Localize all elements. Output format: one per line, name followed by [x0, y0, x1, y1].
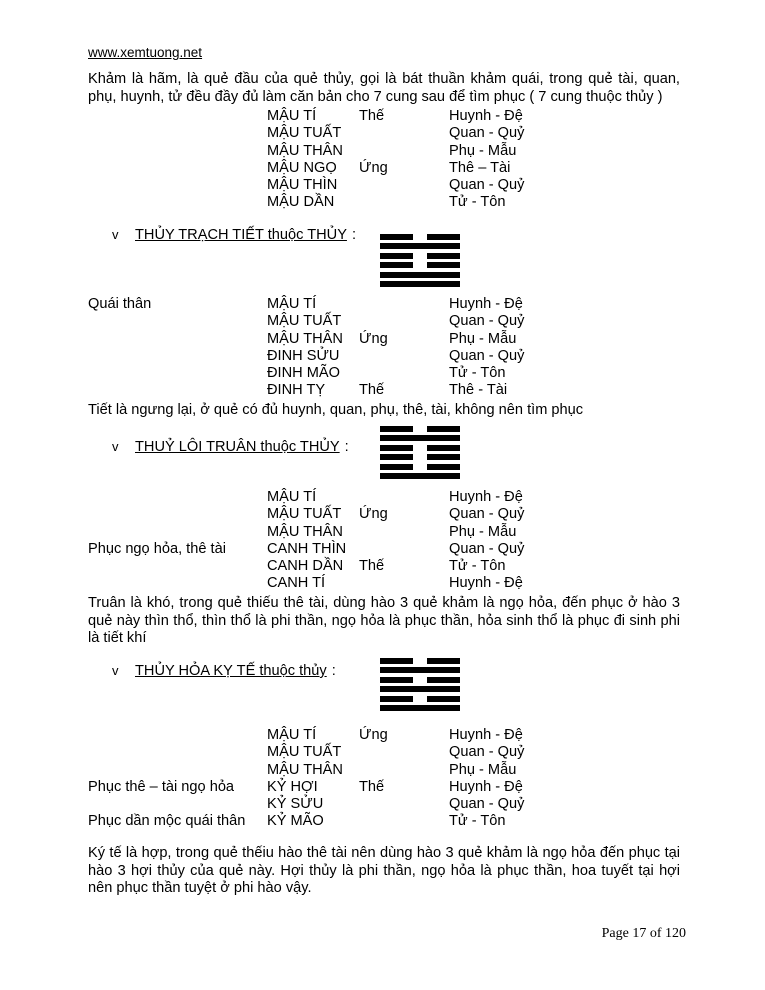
row-stem: MẬU TUẤT [267, 744, 342, 761]
bullet-icon: v [112, 439, 119, 454]
row-relative: Quan - Quỷ [449, 347, 525, 364]
row-marker: Ứng [359, 727, 388, 743]
hexagram-kyte [380, 658, 460, 714]
row-relative: Thê – Tài [449, 159, 511, 176]
row-relative: Phụ - Mẫu [449, 330, 517, 347]
row-marker [359, 125, 449, 142]
row-label [88, 125, 267, 142]
row-stem: MẬU THÂN [267, 142, 343, 159]
row-label [88, 558, 267, 575]
kham-table [88, 108, 688, 212]
row-marker: Thế [359, 778, 385, 795]
row-stem: ĐINH SỬU [267, 347, 340, 364]
row-marker [359, 365, 449, 382]
row-label [88, 382, 267, 399]
row-stem: ĐINH MÃO [267, 365, 340, 382]
truan-table [88, 489, 688, 593]
row-label [88, 796, 267, 813]
row-label [88, 365, 267, 382]
row-marker [359, 489, 449, 506]
row-marker: Ứng [359, 159, 388, 176]
row-marker [359, 143, 449, 160]
row-stem: MẬU TÍ [267, 727, 317, 743]
row-marker [359, 541, 449, 558]
row-label [88, 506, 267, 523]
row-relative: Quan - Quỷ [449, 744, 525, 761]
row-stem: CANH DẦN [267, 558, 344, 575]
row-relative: Quan - Quỷ [449, 125, 525, 142]
row-label [88, 194, 267, 211]
section-heading-kyte [112, 662, 336, 680]
row-marker [359, 524, 449, 541]
section-title: THUỶ LÔI TRUÂN thuộc THỦY [135, 439, 340, 455]
row-stem: CANH TÍ [267, 575, 326, 592]
row-relative: Huynh - Đệ [449, 108, 523, 124]
section-title: THỦY TRẠCH TIẾT thuộc THỦY [135, 227, 347, 243]
row-label [88, 524, 267, 541]
row-stem: KỶ MÃO [267, 813, 324, 830]
row-stem: MẬU TÍ [267, 296, 317, 312]
row-stem: MẬU THÂN [267, 330, 343, 347]
row-relative: Tử - Tôn [449, 558, 506, 575]
row-marker [359, 796, 449, 813]
row-relative: Huynh - Đệ [449, 296, 523, 312]
row-stem: KỶ SỬU [267, 796, 324, 813]
row-marker [359, 762, 449, 779]
tiet-table [88, 296, 688, 400]
bullet-icon: v [112, 227, 119, 242]
row-marker [359, 348, 449, 365]
row-relative: Tử - Tôn [449, 194, 506, 211]
row-marker: Ứng [359, 506, 388, 523]
row-label: Phục thê – tài ngọ hỏa [88, 778, 235, 795]
row-label [88, 331, 267, 348]
row-marker [359, 575, 449, 592]
section-title: THỦY HỎA KỴ TẾ thuộc thủy [135, 663, 327, 679]
row-relative: Phụ - Mẫu [449, 761, 517, 778]
row-relative: Quan - Quỷ [449, 796, 525, 813]
row-relative: Huynh - Đệ [449, 489, 523, 505]
kyte-note: Ký tế là hợp, trong quẻ thếiu hào thê tài nên dùng hào 3 quẻ khảm là ngọ hỏa đến phục tại hào 3 hợi thủy của quẻ này. Hợi thủy là phi thần, ngọ hỏa là phục thần, hoa tuyết tại hợi nên phục thần tuyệt ở phi hào vậy. [88, 845, 680, 897]
intro-paragraph: Khảm là hãm, là quẻ đầu của quẻ thủy, gọi là bát thuần khảm quái, trong quẻ tài, quan, phụ, huynh, tử đều đầy đủ làm căn bản cho 7 cung sau để tìm phục ( 7 cung thuộc thủy ) [88, 71, 680, 105]
row-relative: Tử - Tôn [449, 365, 506, 382]
row-label [88, 762, 267, 779]
row-stem: KỶ HỢI [267, 778, 318, 795]
row-relative: Phụ - Mẫu [449, 523, 517, 540]
row-label: Phục ngọ hỏa, thê tài [88, 540, 226, 557]
row-label [88, 348, 267, 365]
kyte-table [88, 727, 688, 831]
row-relative: Quan - Quỷ [449, 177, 525, 194]
row-stem: MẬU THÂN [267, 761, 343, 778]
hexagram-truan [380, 426, 460, 482]
row-relative: Huynh - Đệ [449, 778, 523, 795]
heading-colon: : [331, 663, 336, 679]
row-marker [359, 194, 449, 211]
heading-colon: : [351, 227, 356, 243]
row-relative: Tử - Tôn [449, 813, 506, 830]
row-marker [359, 744, 449, 761]
row-label [88, 143, 267, 160]
row-stem: MẬU NGỌ [267, 159, 337, 176]
row-relative: Thê - Tài [449, 382, 508, 399]
row-relative: Huynh - Đệ [449, 575, 523, 592]
heading-colon: : [344, 439, 349, 455]
row-marker: Thế [359, 382, 385, 399]
row-marker: Thế [359, 558, 385, 575]
tiet-note: Tiết là ngưng lại, ở quẻ có đủ huynh, quan, phụ, thê, tài, không nên tìm phục [88, 402, 584, 418]
row-stem: CANH THÌN [267, 540, 347, 557]
row-stem: MẬU TUẤT [267, 125, 342, 142]
row-marker: Thế [359, 108, 385, 124]
row-stem: MẬU THÂN [267, 523, 343, 540]
bullet-icon: v [112, 663, 119, 678]
page-number: Page 17 of 120 [601, 926, 686, 941]
row-stem: MẬU THÌN [267, 177, 338, 194]
row-relative: Quan - Quỷ [449, 540, 525, 557]
row-relative: Huynh - Đệ [449, 727, 523, 743]
row-label [88, 313, 267, 330]
row-relative: Quan - Quỷ [449, 313, 525, 330]
section-heading-truan [112, 438, 349, 456]
row-marker [359, 313, 449, 330]
row-stem: MẬU TÍ [267, 489, 317, 505]
row-marker [359, 296, 449, 313]
row-label: Quái thân [88, 296, 152, 312]
row-label [88, 727, 267, 744]
row-stem: MẬU TUẤT [267, 313, 342, 330]
truan-note: Truân là khó, trong quẻ thiếu thê tài, dùng hào 3 quẻ khảm là ngọ hỏa, đến phục ở hào 3 quẻ này thìn thổ, thìn thổ là phi thần, ngọ hỏa là phục thần, hỏa sinh thổ là phục đi sinh phi là tiết khí [88, 595, 680, 647]
row-relative: Quan - Quỷ [449, 506, 525, 523]
row-label [88, 160, 267, 177]
row-stem: MẬU TUẤT [267, 506, 342, 523]
hexagram-tiet [380, 234, 460, 290]
row-marker [359, 177, 449, 194]
row-marker: Ứng [359, 330, 388, 347]
row-label [88, 108, 267, 125]
row-marker [359, 813, 449, 830]
row-stem: ĐINH TỴ [267, 382, 326, 399]
section-heading-tiet [112, 226, 356, 244]
row-label [88, 744, 267, 761]
row-label: Phục dần mộc quái thân [88, 813, 246, 830]
row-relative: Phụ - Mẫu [449, 142, 517, 159]
row-label [88, 177, 267, 194]
row-stem: MẬU TÍ [267, 108, 317, 124]
row-label [88, 489, 267, 506]
site-link[interactable]: www.xemtuong.net [88, 45, 203, 60]
row-stem: MẬU DẦN [267, 194, 335, 211]
row-label [88, 575, 267, 592]
